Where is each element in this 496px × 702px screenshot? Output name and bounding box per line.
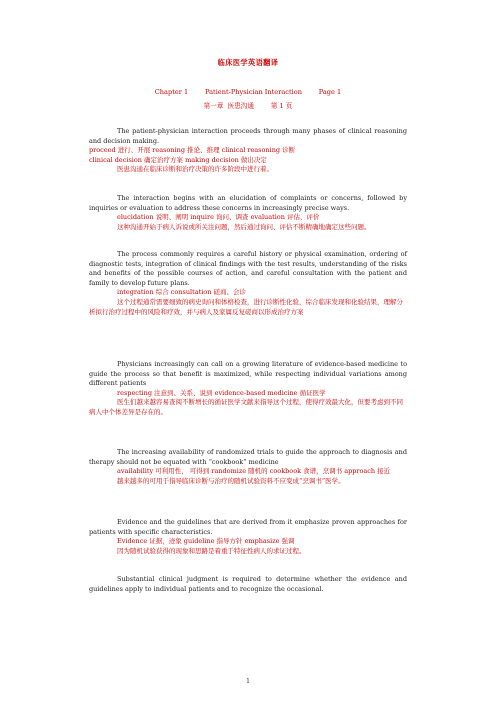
paragraph-zh: 越来越多的可用于指导临床诊断与治疗的随机试验资料不应变成“烹调书”医学。	[117, 476, 345, 485]
paragraph-1	[89, 127, 407, 175]
paragraph-6	[89, 518, 407, 556]
paragraph-5	[89, 448, 407, 486]
paragraph-en: The process commonly requires a careful history or physical examination, ordering of diagnostic tests, integration of clinical findings with the test results, understanding of the risks and benefits of the possible courses of action, and careful consultation with the patient and family to develop future plans.	[89, 250, 407, 287]
vocab-line: elucidation 说明、阐明 inquire 询问、调查 evaluation 评估、评价	[117, 213, 320, 222]
paragraph-2	[89, 194, 407, 232]
paragraph-3	[89, 250, 407, 317]
vocab-line: integration 综合 consultation 磋商、会诊	[117, 288, 246, 297]
paragraph-en: Evidence and the guidelines that are derived from it emphasize proven approaches for patients with specific characteristics.	[89, 518, 407, 536]
paragraph-en: Physicians increasingly can call on a growing literature of evidence-based medicine to guide the process so that benefit is maximized, while respecting individual variations among different patients	[89, 360, 407, 388]
vocab-line: Evidence 证据，迹象 guideline 指导方针 emphasize 强调	[117, 537, 295, 546]
paragraph-en: The interaction begins with an elucidation of complaints or concerns, followed by inquiries or evaluation to address these concerns in increasingly precise ways.	[89, 194, 407, 212]
subtitle-zh: 第一章 医患沟通 第 1 页	[203, 102, 293, 110]
paragraph-zh: 因为随机试验获得的现象和思路是着重于特征性病人的求证过程。	[117, 546, 306, 555]
paragraph-4	[89, 360, 407, 418]
vocab-line: proceed 进行、开展 reasoning 推论、推理 clinical reasoning 诊断	[89, 146, 296, 155]
vocab-line: respecting 注意到、关系、说到 evidence-based medicine 循证医学	[117, 388, 326, 397]
paragraph-zh: 医生们越来越容易查阅不断增长的循证医学文献来指导这个过程，使得疗效最大化，但要考虑到不同病人中个体差异是存在的。	[89, 398, 403, 416]
paragraph-en: The patient-physician interaction proceeds through many phases of clinical reasoning and decision making.	[89, 127, 407, 145]
paragraph-zh: 这个过程通常需要细致的病史询问和体格检查，进行诊断性化验，综合临床发现和化验结果，理解分析拟行治疗过程中的风险和疗效，并与病人及家属反复磋商以形成治疗方案	[89, 297, 403, 316]
page-title: 临床医学英语翻译	[217, 58, 279, 67]
paragraph-en: Substantial clinical judgment is required to determine whether the evidence and guidelines apply to individual patients and to recognize the occasional.	[89, 575, 407, 593]
paragraph-zh: 这种沟通开始于病人诉说或所关注问题，然后通过询问、评估不断精确地确定这些问题。	[117, 222, 371, 231]
vocab-line: clinical decision 确定治疗方案 making decision 做出决定	[89, 155, 267, 164]
vocab-line: availability 可利用性， 可得到 randomize 随机的 cookbook 食谱，烹调书 approach 接近	[117, 467, 391, 476]
subtitle-en: Chapter 1 Patient-Physician Interaction Page 1	[154, 88, 342, 96]
paragraph-7	[89, 575, 407, 594]
paragraph-zh: 医患沟通在临床诊断和治疗决策的许多阶段中进行着。	[117, 165, 273, 174]
page-number: 1	[246, 678, 250, 685]
paragraph-en: The increasing availability of randomized trials to guide the approach to diagnosis and therapy should not be equated with “cookbook” medicine	[89, 448, 407, 466]
